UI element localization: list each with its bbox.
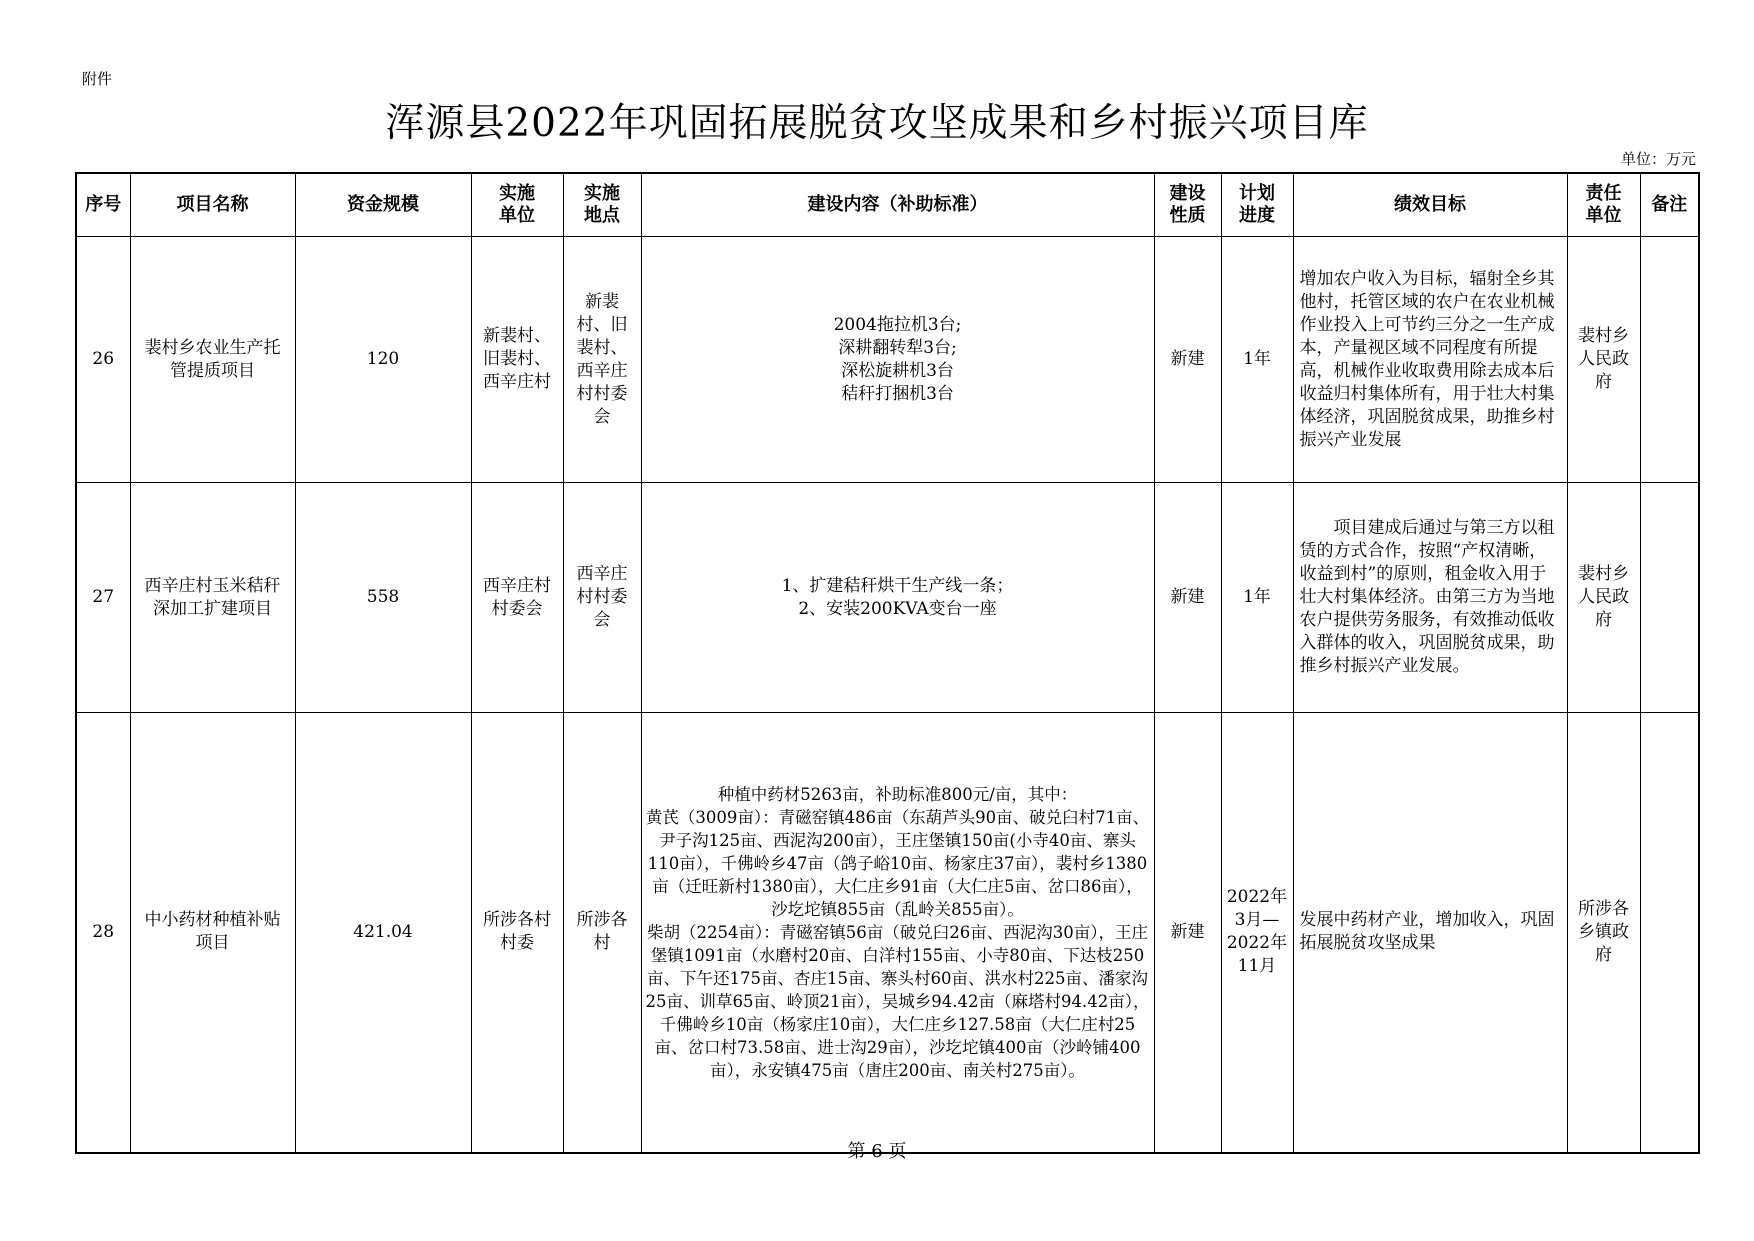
col-header-goal: 绩效目标 xyxy=(1293,173,1567,237)
cell-type: 新建 xyxy=(1154,237,1221,483)
col-header-remark: 备注 xyxy=(1640,173,1699,237)
table-header-row xyxy=(76,173,1699,237)
col-header-unit: 实施 单位 xyxy=(471,173,563,237)
cell-schedule: 1年 xyxy=(1221,237,1293,483)
cell-responsible xyxy=(1567,483,1640,713)
col-header-responsible: 责任 单位 xyxy=(1567,173,1640,237)
cell-location-text: 所涉各村 xyxy=(576,910,628,954)
cell-responsible xyxy=(1567,237,1640,483)
cell-type: 新建 xyxy=(1154,713,1221,1153)
cell-goal xyxy=(1293,483,1567,713)
cell-location-text: 西辛庄村村委会 xyxy=(576,564,628,630)
col-header-schedule: 计划 进度 xyxy=(1221,173,1293,237)
cell-content-text: 1、扩建秸秆烘干生产线一条； 2、安装200KVA变台一座 xyxy=(781,575,1014,619)
cell-schedule xyxy=(1221,713,1293,1153)
cell-funds: 421.04 xyxy=(295,713,471,1153)
cell-goal-text: 发展中药材产业，增加收入，巩固拓展脱贫攻坚成果 xyxy=(1299,910,1555,954)
cell-unit-text: 所涉各村村委 xyxy=(483,910,551,954)
col-header-type: 建设 性质 xyxy=(1154,173,1221,237)
cell-responsible xyxy=(1567,713,1640,1153)
cell-content-text: 2004拖拉机3台; 深耕翻转犁3台; 深松旋耕机3台 秸秆打捆机3台 xyxy=(833,314,962,404)
cell-location-text: 新裴村、旧裴村、西辛庄村村委会 xyxy=(576,291,628,427)
col-header-location: 实施 地点 xyxy=(563,173,641,237)
cell-remark xyxy=(1640,483,1699,713)
attachment-label: 附件 xyxy=(82,70,113,88)
project-table xyxy=(75,172,1700,1154)
cell-unit-text: 西辛庄村村委会 xyxy=(483,575,551,619)
cell-goal xyxy=(1293,713,1567,1153)
col-header-no: 序号 xyxy=(76,173,130,237)
cell-location xyxy=(563,483,641,713)
cell-name-text: 西辛庄村玉米秸秆深加工扩建项目 xyxy=(144,575,281,619)
cell-no: 28 xyxy=(76,713,130,1153)
cell-no: 26 xyxy=(76,237,130,483)
cell-remark xyxy=(1640,713,1699,1153)
col-header-funds: 资金规模 xyxy=(295,173,471,237)
page-title: 浑源县2022年巩固拓展脱贫攻坚成果和乡村振兴项目库 xyxy=(385,101,1369,146)
cell-goal-text: 项目建成后通过与第三方以租赁的方式合作，按照“产权清晰，收益到村”的原则，租金收入用于壮大村集体经济。由第三方为当地农户提供劳务服务，有效推动低收入群体的收入，巩固脱贫成果，助推乡村振兴产业发展。 xyxy=(1299,518,1555,676)
cell-unit-text: 新裴村、旧裴村、西辛庄村 xyxy=(483,326,551,392)
cell-responsible-text: 裴村乡人民政府 xyxy=(1578,326,1629,392)
cell-content xyxy=(641,483,1154,713)
cell-no: 27 xyxy=(76,483,130,713)
cell-location xyxy=(563,713,641,1153)
unit-label: 单位：万元 xyxy=(1620,150,1696,168)
table-row xyxy=(76,713,1699,1153)
cell-content xyxy=(641,237,1154,483)
cell-name xyxy=(130,713,295,1153)
cell-unit xyxy=(471,713,563,1153)
cell-unit xyxy=(471,237,563,483)
cell-schedule: 1年 xyxy=(1221,483,1293,713)
cell-type: 新建 xyxy=(1154,483,1221,713)
cell-name-text: 中小药材种植补贴项目 xyxy=(144,910,281,954)
cell-name xyxy=(130,237,295,483)
cell-schedule-text: 2022年3月—2022年11月 xyxy=(1226,887,1288,977)
cell-content xyxy=(641,713,1154,1153)
cell-name xyxy=(130,483,295,713)
table-row xyxy=(76,237,1699,483)
table-row xyxy=(76,483,1699,713)
cell-location xyxy=(563,237,641,483)
cell-goal-text: 增加农户收入为目标，辐射全乡其他村，托管区域的农户在农业机械作业投入上可节约三分之一生产成本，产量视区域不同程度有所提高，机械作业收取费用除去成本后收益归村集体所有，用于壮大村集体经济，巩固脱贫成果，助推乡村振兴产业发展 xyxy=(1299,268,1555,450)
cell-name-text: 裴村乡农业生产托管提质项目 xyxy=(144,337,281,381)
cell-responsible-text: 所涉各乡镇政府 xyxy=(1578,898,1629,965)
cell-content-text: 种植中药材5263亩，补助标准800元/亩，其中： 黄芪（3009亩）：青磁窑镇486亩（东葫芦头90亩、破兑臼村71亩、尹子沟125亩、西泥沟200亩），王庄堡镇150亩(小寺40亩、寨头110亩），千佛岭乡47亩（鸽子峪10亩、杨家庄37亩），裴村乡1380亩（迁旺新村1380亩），大仁庄乡91亩（大仁庄5亩、岔口86亩），沙圪坨镇855亩（乱岭关855亩）。 柴胡（2254亩）：青磁窑镇56亩（破兑臼26亩、西泥沟30亩），王庄堡镇1091亩（水磨村20亩、白洋村155亩、小寺80亩、下达枝250亩、下午还175亩、杏庄15亩、寨头村60亩、洪水村225亩、潘家沟25亩、训草65亩、岭顶21亩），吴城乡94.42亩（麻塔村94.42亩），千佛岭乡10亩（杨家庄10亩），大仁庄乡127.58亩（大仁庄村25亩、岔口村73.58亩、进士沟29亩），沙圪坨镇400亩（沙岭铺400亩），永安镇475亩（唐庄200亩、南关村275亩）。 xyxy=(645,784,1150,1080)
page-number: 第 6 页 xyxy=(847,1141,907,1162)
cell-funds: 120 xyxy=(295,237,471,483)
col-header-content: 建设内容（补助标准） xyxy=(641,173,1154,237)
cell-responsible-text: 裴村乡人民政府 xyxy=(1578,564,1629,630)
cell-funds: 558 xyxy=(295,483,471,713)
cell-remark xyxy=(1640,237,1699,483)
col-header-name: 项目名称 xyxy=(130,173,295,237)
cell-goal xyxy=(1293,237,1567,483)
cell-unit xyxy=(471,483,563,713)
